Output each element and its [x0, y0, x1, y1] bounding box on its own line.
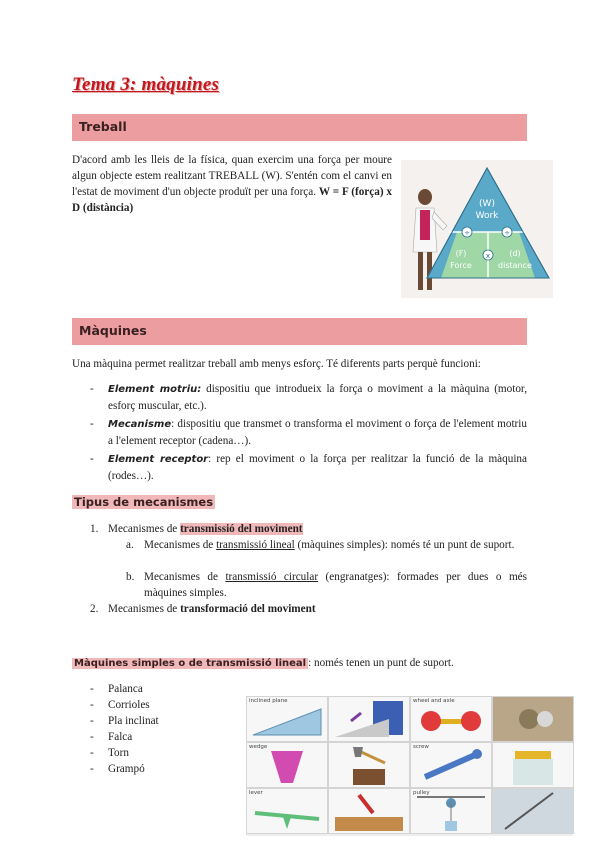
simple-machine-corrioles: Corrioles: [108, 699, 150, 711]
lever-photo: [328, 788, 410, 834]
triangle-right-label: (d): [509, 249, 521, 258]
tipus-item-1-prefix: Mecanismes de: [108, 523, 181, 535]
term-mecanisme: Mecanisme: [108, 419, 172, 430]
triangle-divide-left: ÷: [464, 229, 470, 237]
section-heading-treball: Treball: [79, 119, 127, 134]
term-element-motriu: Element motriu:: [108, 384, 202, 395]
triangle-right-word: distance: [498, 261, 532, 270]
hammer-photo-icon: [329, 789, 409, 833]
simples-heading: Màquines simples o de transmissió lineal: [74, 658, 307, 669]
triangle-left-label: (F): [455, 249, 467, 258]
ramp-photo-icon: [329, 697, 409, 741]
treball-text: D'acord amb les lleis de la física, quan exercim una força per moure algun objecte estem realitzant TREBALL (W). S'entén com el canvi en l'estat de moviment d'un objecte produït per una força.: [72, 154, 392, 198]
list-item: - Torn: [90, 747, 129, 759]
term-element-receptor: Element receptor: [108, 454, 209, 465]
lever-label: lever: [249, 790, 263, 796]
tipus-sub-a-underlined: transmissió lineal: [216, 539, 295, 551]
tipus-item-1-bold: transmissió del moviment: [180, 523, 303, 535]
simple-machine-grampo: Grampó: [108, 763, 145, 775]
tipus-item-1: [90, 521, 530, 537]
tipus-sub-a: [126, 537, 527, 553]
desc-element-receptor: : rep el moviment o la força per realitzar la funció de la màquina (rodes…).: [108, 453, 527, 482]
wheel-axle-label: wheel and axle: [413, 698, 455, 704]
wedge-label: wedge: [249, 744, 268, 750]
page-title: Tema 3: màquines: [72, 74, 220, 95]
desc-mecanisme: : dispositiu que transmet o transforma el moviment o força de l'element motriu a l'element receptor (cadena…).: [108, 418, 527, 447]
triangle-left-word: Force: [450, 261, 472, 270]
jar-photo-icon: [493, 743, 573, 787]
wheel-axle-photo: [492, 696, 574, 742]
simple-machine-torn: Torn: [108, 747, 129, 759]
simples-line: [72, 655, 532, 672]
simple-machine-falca: Falca: [108, 731, 133, 743]
tipus-number-2: 2.: [90, 603, 99, 615]
pulley-label: pulley: [413, 790, 430, 796]
tipus-sub-a-letter: a.: [126, 539, 134, 551]
tipus-item-2-bold: transformació del moviment: [180, 603, 316, 615]
doorknob-photo-icon: [493, 697, 573, 741]
work-triangle-illustration: [401, 160, 553, 298]
tipus-item-2-prefix: Mecanismes de: [108, 603, 181, 615]
tipus-sub-b-underlined: transmissió circular: [225, 571, 319, 583]
tipus-sub-a-rest: (màquines simples): només té un punt de suport.: [294, 539, 515, 551]
wheel-axle-cell: [410, 696, 492, 742]
work-triangle-svg: [401, 160, 553, 298]
list-item-mecanisme: - Mecanisme: dispositiu que transmet o transforma el moviment o força de l'element motriu a l'element receptor (cadena…).: [90, 418, 527, 447]
section-heading-maquines: Màquines: [79, 323, 147, 338]
section-band-maquines: [72, 318, 527, 345]
tipus-sub-b-prefix: Mecanismes de: [144, 571, 226, 583]
triangle-divide-right: ÷: [504, 229, 510, 237]
simple-machine-pla-inclinat: Pla inclinat: [108, 715, 159, 727]
list-item: - Grampó: [90, 763, 145, 775]
work-formula: W = F (força) x D (distància): [72, 186, 393, 214]
tipus-heading-wrap: [72, 493, 215, 511]
axe-photo-icon: [329, 743, 409, 787]
pulley-cell: [410, 788, 492, 834]
tipus-sub-b-rest: (engranatges): formades per dues o més màquines simples.: [144, 571, 527, 599]
tipus-number-1: 1.: [90, 523, 99, 535]
simples-list: [90, 681, 228, 777]
simple-machines-image-grid: [246, 696, 573, 836]
list-item: - Corrioles: [90, 699, 150, 711]
screw-cell: [410, 742, 492, 788]
screw-label: screw: [413, 744, 429, 750]
tipus-sub-b-letter: b.: [126, 571, 135, 583]
triangle-top-word: Work: [475, 211, 499, 221]
inclined-plane-cell: [246, 696, 328, 742]
list-item-element-motriu: - Element motriu: dispositiu que introdueix la força o moviment a la màquina (motor, esforç muscular, etc.).: [90, 383, 527, 412]
screw-photo: [492, 742, 574, 788]
tipus-item-2: [90, 601, 530, 617]
wedge-cell: [246, 742, 328, 788]
wedge-photo: [328, 742, 410, 788]
tipus-sub-b: [126, 569, 527, 601]
simples-rest: : només tenen un punt de suport.: [308, 657, 454, 669]
triangle-top-label: (W): [479, 199, 495, 209]
list-item: - Pla inclinat: [90, 715, 159, 727]
list-item: - Palanca: [90, 683, 143, 695]
inclined-plane-label: inclined plane: [249, 698, 288, 704]
list-item: - Falca: [90, 731, 133, 743]
inclined-plane-photo: [328, 696, 410, 742]
tipus-heading: Tipus de mecanismes: [74, 495, 214, 509]
triangle-times: x: [485, 252, 491, 260]
lever-cell: [246, 788, 328, 834]
section-band-treball: [72, 114, 527, 141]
simple-machine-palanca: Palanca: [108, 683, 143, 695]
pulley-photo: [492, 788, 574, 834]
tipus-sub-a-prefix: Mecanismes de: [144, 539, 217, 551]
flagpole-photo-icon: [493, 789, 573, 833]
maquines-intro: Una màquina permet realitzar treball amb menys esforç. Té diferents parts perquè funcioni:: [72, 358, 481, 370]
treball-paragraph: [72, 152, 392, 216]
desc-element-motriu: dispositiu que introdueix la força o moviment a la màquina (motor, esforç muscular, etc.).: [108, 383, 527, 412]
list-item-element-receptor: - Element receptor: rep el moviment o la força per realitzar la funció de la màquina (rodes…).: [90, 453, 527, 482]
